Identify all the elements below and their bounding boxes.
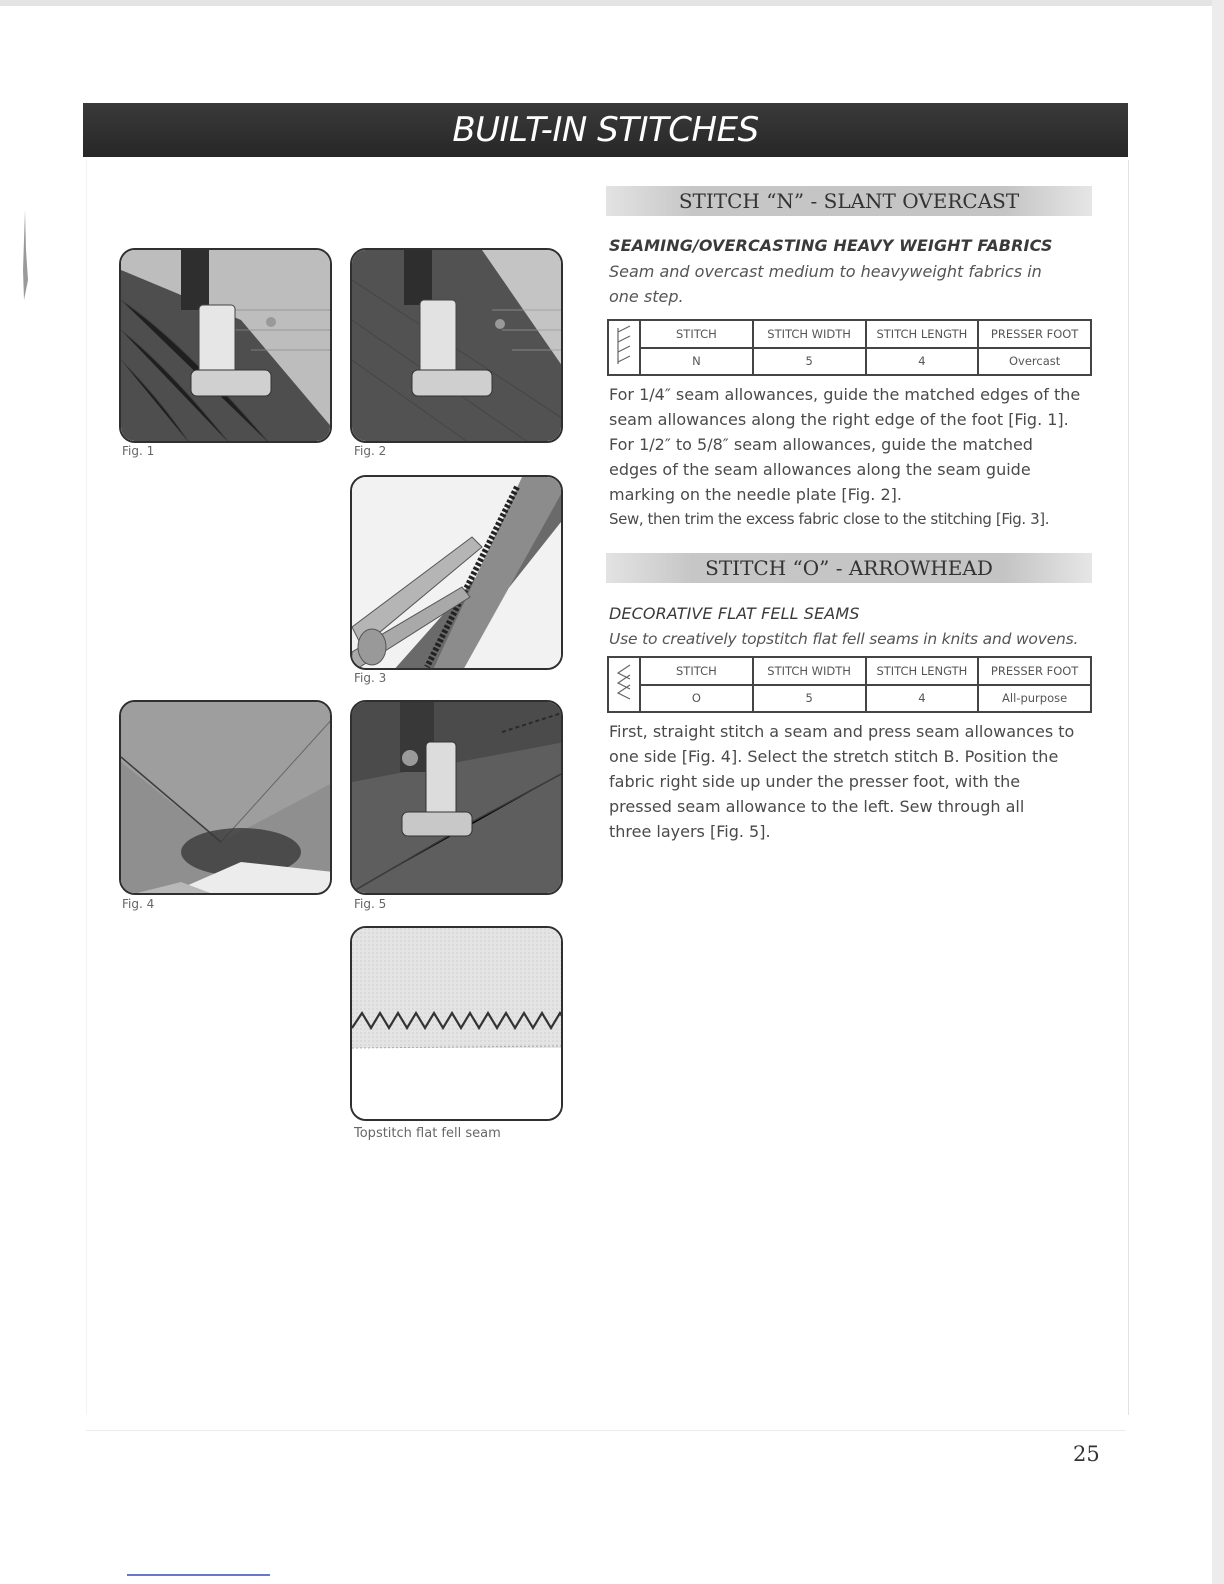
fig3-photo bbox=[350, 475, 563, 670]
value-stitch: O bbox=[640, 685, 753, 713]
header-stitch-width: STITCH WIDTH bbox=[753, 320, 866, 348]
frame-line bbox=[86, 160, 87, 1415]
fig5-photo bbox=[350, 700, 563, 895]
value-stitch: N bbox=[640, 348, 753, 376]
header-presser-foot: PRESSER FOOT bbox=[978, 657, 1091, 685]
page-title: BUILT-IN STITCHES bbox=[83, 103, 1128, 157]
fig3-caption: Fig. 3 bbox=[354, 671, 387, 685]
header-stitch-length: STITCH LENGTH bbox=[866, 657, 979, 685]
section-bar-stitch-n: STITCH “N” - SLANT OVERCAST bbox=[606, 186, 1092, 216]
fig4-caption: Fig. 4 bbox=[122, 897, 155, 911]
slant-overcast-stitch-icon bbox=[608, 320, 640, 375]
header-presser-foot: PRESSER FOOT bbox=[978, 320, 1091, 348]
header-stitch-width: STITCH WIDTH bbox=[753, 657, 866, 685]
stitch-o-instructions: First, straight stitch a seam and press seam allowances to one side [Fig. 4]. Select the stretch stitch B. Position the fabric right side up under the presser foot, with the pressed seam allowance to the left. Sew through all three layers [Fig. 5]. bbox=[609, 722, 1075, 841]
stitch-n-subhead: SEAMING/OVERCASTING HEAVY WEIGHT FABRICS bbox=[609, 236, 1053, 255]
stitch-o-settings-table bbox=[607, 656, 1092, 713]
value-stitch-width: 5 bbox=[753, 685, 866, 713]
scan-smudge bbox=[22, 210, 28, 300]
page-right-edge bbox=[1212, 0, 1224, 1584]
topstitch-caption: Topstitch flat fell seam bbox=[354, 1126, 501, 1141]
fig5-caption: Fig. 5 bbox=[354, 897, 387, 911]
fig2-photo bbox=[350, 248, 563, 443]
header-stitch: STITCH bbox=[640, 320, 753, 348]
stitch-n-settings-table bbox=[607, 319, 1092, 376]
stitch-n-description: Seam and overcast medium to heavyweight fabrics in one step. bbox=[609, 262, 1042, 306]
arrowhead-stitch-icon bbox=[608, 657, 640, 712]
stitch-n-instructions: For 1/4″ seam allowances, guide the matched edges of the seam allowances along the right edge of the foot [Fig. 1]. For 1/2″ to 5/8″ seam allowances, guide the matched edges of the seam allowances along the seam guide marking on the needle plate [Fig. 2]. Sew, then trim the excess fabric close to the stitching [Fig. 3]. bbox=[609, 385, 1081, 528]
section-bar-stitch-o: STITCH “O” - ARROWHEAD bbox=[606, 553, 1092, 583]
stitch-o-subhead: DECORATIVE FLAT FELL SEAMS bbox=[609, 604, 860, 623]
value-stitch-width: 5 bbox=[753, 348, 866, 376]
footer-rule bbox=[127, 1574, 270, 1576]
fig4-photo bbox=[119, 700, 332, 895]
topstitch-sample-photo bbox=[350, 926, 563, 1121]
header-stitch: STITCH bbox=[640, 657, 753, 685]
fig1-caption: Fig. 1 bbox=[122, 444, 155, 458]
fig1-photo bbox=[119, 248, 332, 443]
frame-line bbox=[1128, 160, 1129, 1415]
frame-line bbox=[86, 1430, 1126, 1431]
value-presser-foot: Overcast bbox=[978, 348, 1091, 376]
value-presser-foot: All-purpose bbox=[978, 685, 1091, 713]
fig2-caption: Fig. 2 bbox=[354, 444, 387, 458]
value-stitch-length: 4 bbox=[866, 348, 979, 376]
page-top-edge bbox=[0, 0, 1224, 6]
page-number: 25 bbox=[1073, 1442, 1100, 1466]
value-stitch-length: 4 bbox=[866, 685, 979, 713]
header-stitch-length: STITCH LENGTH bbox=[866, 320, 979, 348]
stitch-o-description: Use to creatively topstitch flat fell seams in knits and wovens. bbox=[609, 630, 1079, 648]
